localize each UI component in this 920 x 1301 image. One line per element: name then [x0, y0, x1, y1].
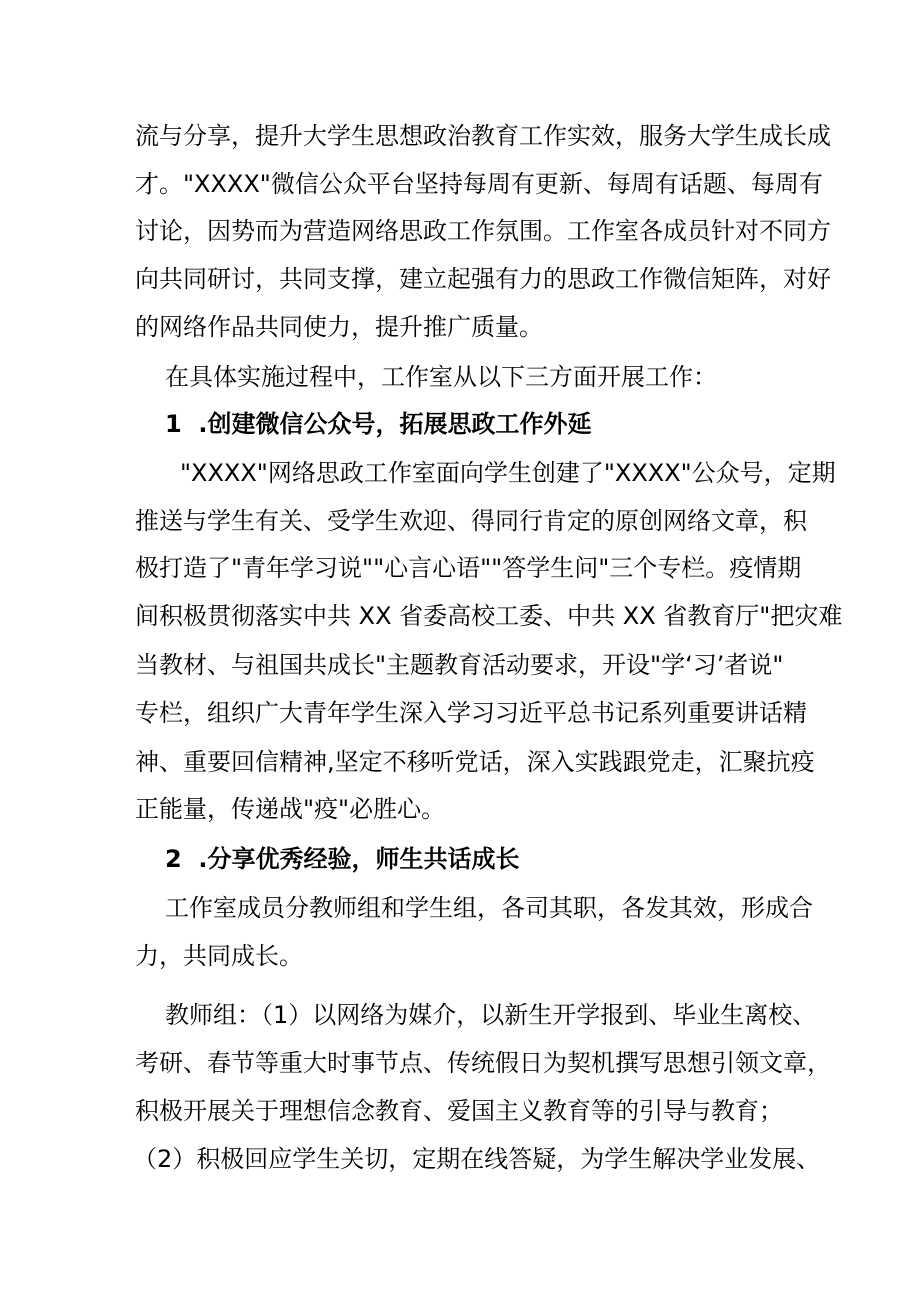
- paragraph-line: 在具体实施过程中，工作室从以下三方面开展工作：: [165, 363, 717, 391]
- section-heading: 2 .分享优秀经验，师生共话成长: [165, 845, 520, 873]
- paragraph-line: 推送与学生有关、受学生欢迎、得同行肯定的原创网络文章，积: [135, 507, 807, 535]
- paragraph-line: 极打造了"青年学习说""心言心语""答学生问"三个专栏。疫情期: [135, 554, 802, 582]
- paragraph-line: 正能量，传递战"疫"必胜心。: [135, 795, 446, 823]
- paragraph-line: 向共同研讨，共同支撑，建立起强有力的思政工作微信矩阵，对好: [135, 265, 831, 293]
- paragraph-line: 积极开展关于理想信念教育、爱国主义教育等的引导与教育；: [135, 1097, 783, 1125]
- paragraph-line: 专栏，组织广大青年学生深入学习习近平总书记系列重要讲话精: [135, 699, 807, 727]
- paragraph-line: 当教材、与祖国共成长"主题教育活动要求，开设"学‘习’者说": [135, 651, 784, 679]
- paragraph-line: 讨论，因势而为营造网络思政工作氛围。工作室各成员针对不同方: [135, 217, 831, 245]
- paragraph-line: 考研、春节等重大时事节点、传统假日为契机撰写思想引领文章，: [135, 1049, 831, 1077]
- paragraph-line: （2）积极回应学生关切，定期在线答疑，为学生解决学业发展、: [133, 1145, 821, 1173]
- paragraph-line: 的网络作品共同使力，提升推广质量。: [135, 313, 543, 341]
- paragraph-line: 工作室成员分教师组和学生组，各司其职，各发其效，形成合: [165, 894, 813, 922]
- paragraph-line: "XXXX"网络思政工作室面向学生创建了"XXXX"公众号，定期: [180, 459, 836, 487]
- section-heading: 1 .创建微信公众号，拓展思政工作外延: [165, 410, 592, 438]
- paragraph-line: 教师组：（1）以网络为媒介，以新生开学报到、毕业生离校、: [165, 1001, 817, 1029]
- paragraph-line: 力，共同成长。: [135, 942, 303, 970]
- paragraph-line: 流与分享，提升大学生思想政治教育工作实效，服务大学生成长成: [135, 122, 831, 150]
- paragraph-line: 间积极贯彻落实中共 XX 省委高校工委、中共 XX 省教育厅"把灾难: [135, 602, 843, 630]
- paragraph-line: 才。"XXXX"微信公众平台坚持每周有更新、每周有话题、每周有: [135, 170, 823, 198]
- paragraph-line: 神、重要回信精神,坚定不移听党话，深入实践跟党走，汇聚抗疫: [135, 748, 815, 776]
